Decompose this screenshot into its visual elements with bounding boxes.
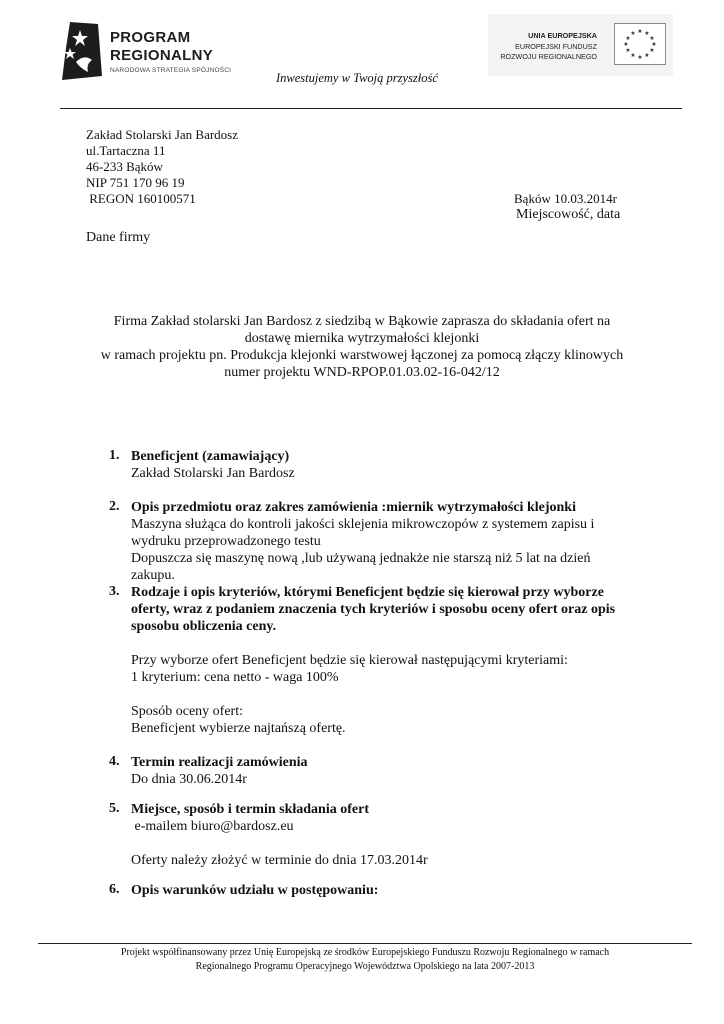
footer-line-1: Projekt współfinansowany przez Unię Europejską ze środków Europejskiego Funduszu Rozwoju Regionalnego w ramach [120,947,610,958]
section-2-text-1: Maszyna służąca do kontroli jakości sklejenia mikrowczopów z systemem zapisu i [131,517,595,532]
svg-text:★: ★ [623,41,629,48]
logo-text-regionalny: REGIONALNY [110,47,214,64]
svg-text:★: ★ [649,47,655,54]
svg-text:★: ★ [649,35,655,42]
logo-text-program: PROGRAM [110,29,191,46]
section-4-title: Termin realizacji zamówienia [131,755,308,770]
eu-logo [488,14,673,76]
company-data-label: Dane firmy [86,230,151,245]
section-2-text-3: Dopuszcza się maszynę nową ,lub używaną jednakże nie starszą niż 5 lat na dzień [131,551,591,566]
section-1-number: 1. [109,448,120,463]
section-5-deadline: Oferty należy złożyć w terminie do dnia 17.03.2014r [131,853,428,868]
company-postal: 46-233 Bąków [86,159,163,174]
eu-text-regional: ROZWOJU REGIONALNEGO [500,52,597,61]
intro-line-1: Firma Zakład stolarski Jan Bardosz z siedzibą w Bąkowie zaprasza do składania ofert na [113,314,611,329]
intro-line-4: numer projektu WND-RPOP.01.03.02-16-042/12 [224,365,500,380]
section-6-title: Opis warunków udziału w postępowaniu: [131,883,379,898]
section-3-title-1: Rodzaje i opis kryteriów, którymi Beneficjent będzie się kierował przy wyborze [131,585,604,600]
company-nip: NIP 751 170 96 19 [86,175,185,190]
section-5-title: Miejsce, sposób i termin składania ofert [131,802,369,817]
program-regionalny-logo [58,16,248,84]
svg-text:★: ★ [625,35,631,42]
place-date-value: Bąków 10.03.2014r [514,191,617,206]
eu-text-union: UNIA EUROPEJSKA [528,31,597,40]
svg-text:★: ★ [637,28,643,35]
section-4-number: 4. [109,754,120,769]
section-2-text-2: wydruku przeprowadzonego testu [131,534,321,549]
eu-text-fund: EUROPEJSKI FUNDUSZ [515,42,597,51]
program-logo-icon [58,18,104,82]
section-3-text-1: Przy wyborze ofert Beneficjent będzie się kierował następującymi kryteriami: [131,653,568,668]
section-2-title: Opis przedmiotu oraz zakres zamówienia :miernik wytrzymałości klejonki [131,500,576,515]
slogan: Inwestujemy w Twoją przyszłość [276,71,438,85]
svg-text:★: ★ [644,30,650,37]
section-1-text: Zakład Stolarski Jan Bardosz [131,466,295,481]
svg-text:★: ★ [630,30,636,37]
company-street: ul.Tartaczna 11 [86,143,166,158]
section-3-title-3: sposobu obliczenia ceny. [131,619,277,634]
section-1-title: Beneficjent (zamawiający) [131,449,290,464]
section-6-number: 6. [109,882,120,897]
section-2-text-4: zakupu. [131,568,175,583]
section-4-text: Do dnia 30.06.2014r [131,772,247,787]
logo-text-strategy: NARODOWA STRATEGIA SPÓJNOŚCI [110,67,232,74]
footer-divider [38,943,692,944]
eu-flag-icon [614,23,666,65]
header-divider [60,108,682,109]
footer-line-2: Regionalnego Programu Operacyjnego Województwa Opolskiego na lata 2007-2013 [195,961,535,972]
svg-text:★: ★ [651,41,657,48]
section-3-text-4: Beneficjent wybierze najtańszą ofertę. [131,721,346,736]
section-5-email: e-mailem biuro@bardosz.eu [131,819,294,834]
svg-text:★: ★ [637,54,643,61]
section-3-text-3: Sposób oceny ofert: [131,704,243,719]
section-3-number: 3. [109,584,120,599]
svg-text:★: ★ [644,52,650,59]
section-2-number: 2. [109,499,120,514]
svg-text:★: ★ [625,47,631,54]
svg-text:★: ★ [630,52,636,59]
intro-line-2: dostawę miernika wytrzymałości klejonki [244,331,480,346]
company-name: Zakład Stolarski Jan Bardosz [86,127,238,142]
place-date-label: Miejscowość, data [516,207,621,222]
section-5-number: 5. [109,801,120,816]
section-3-text-2: 1 kryterium: cena netto - waga 100% [131,670,339,685]
company-regon: REGON 160100571 [86,191,196,206]
section-3-title-2: oferty, wraz z podaniem znaczenia tych kryteriów i sposobu oceny ofert oraz opis [131,602,616,617]
intro-line-3: w ramach projektu pn. Produkcja klejonki warstwowej łączonej za pomocą złączy klinowych [100,348,624,363]
